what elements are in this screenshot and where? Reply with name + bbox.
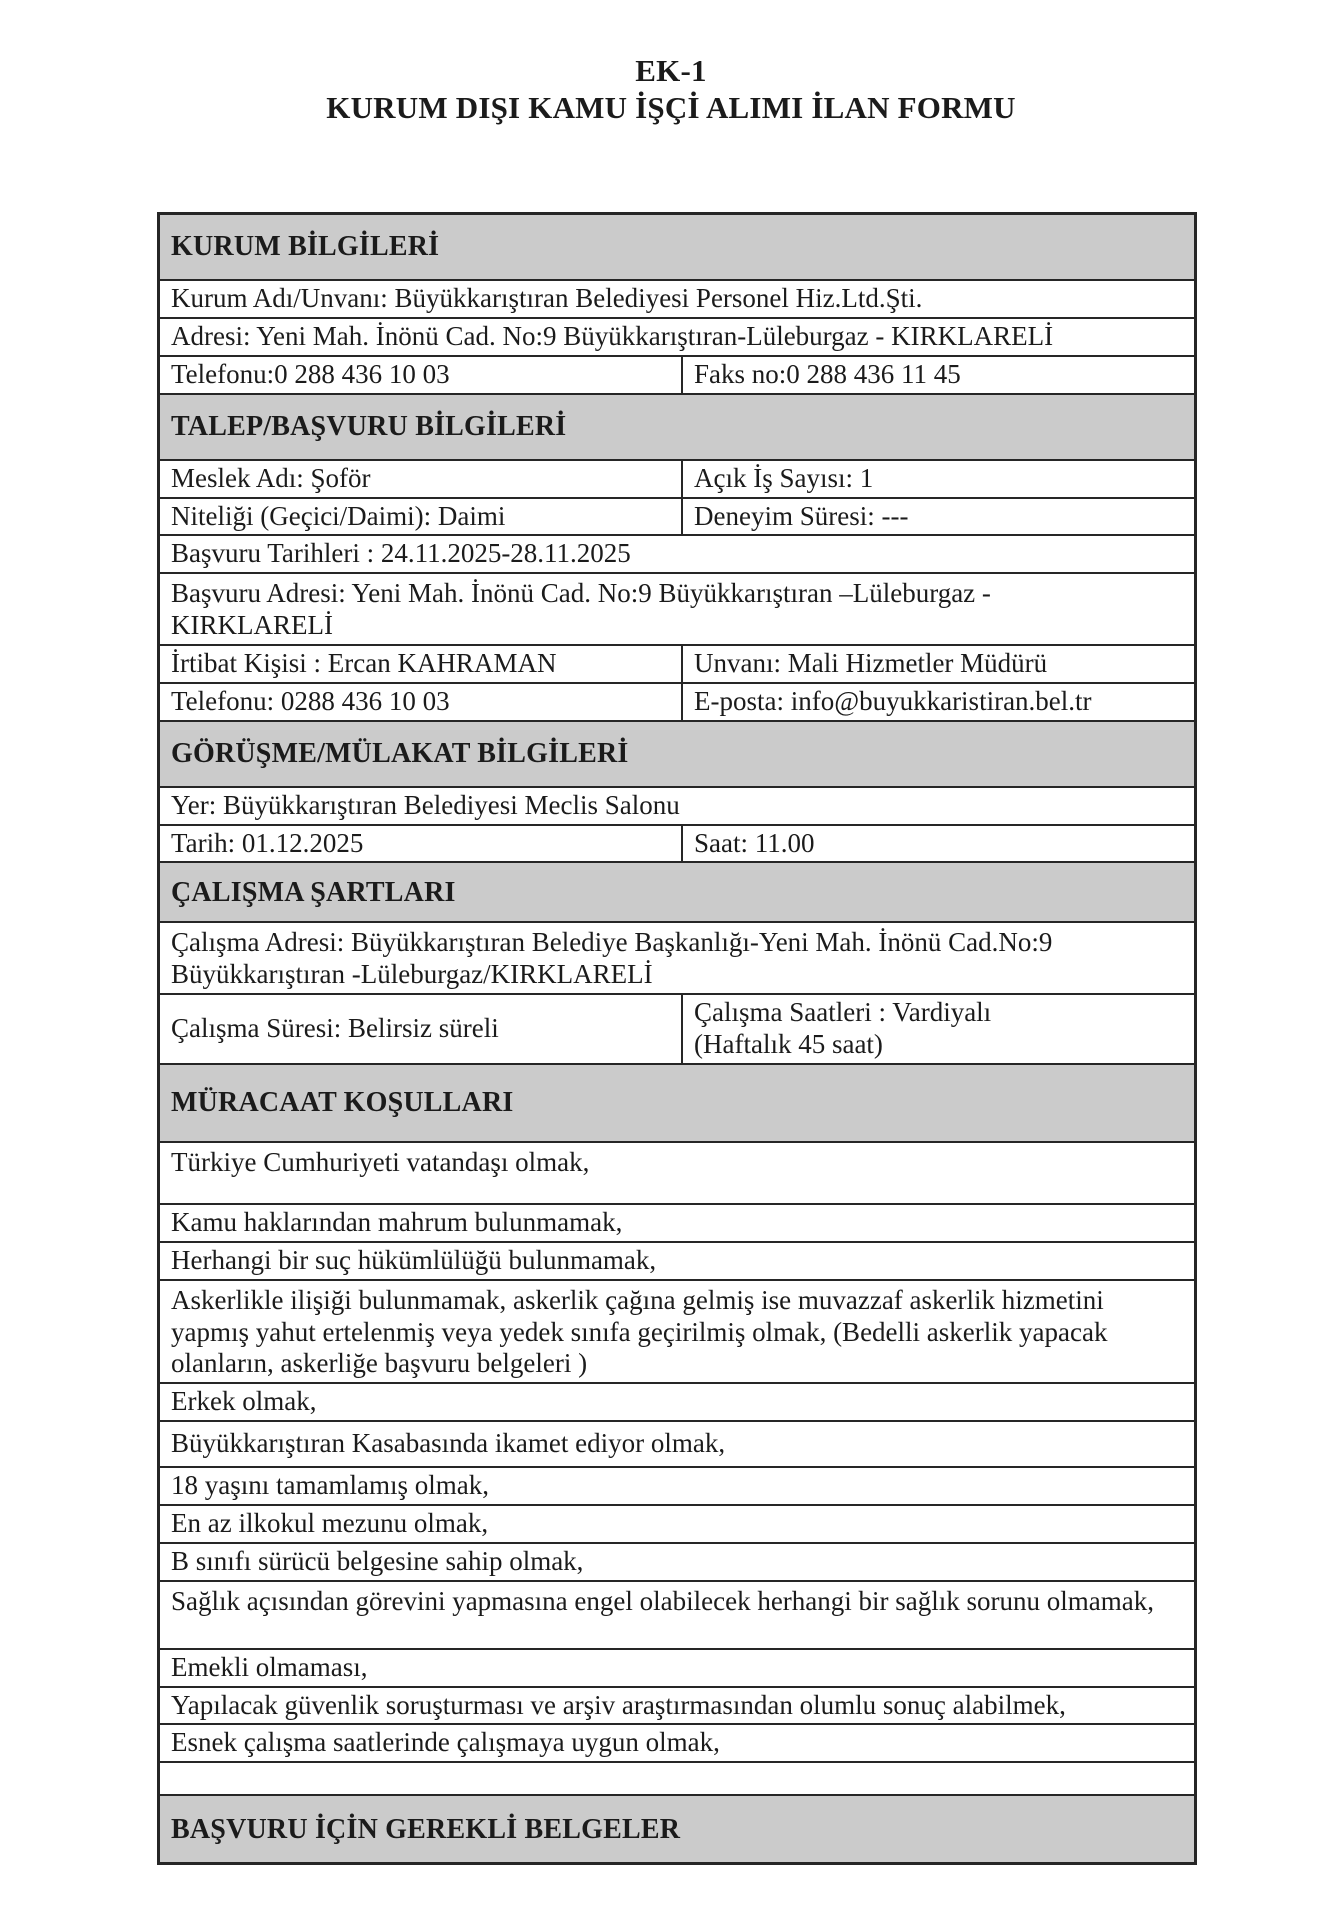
condition-row: [160, 1648, 1194, 1686]
condition-row: [160, 1279, 1194, 1383]
field-basvuru-adresi: [160, 574, 1194, 644]
condition-text: Emekli olmaması,: [171, 1651, 368, 1682]
section-header-calisma-sartlari: [160, 861, 1194, 921]
form-row-basvuru-tarihleri: [160, 534, 1194, 572]
form-row-adresi: [160, 317, 1194, 355]
section-header-basvuru-belgeler: [160, 1794, 1194, 1862]
section-header-label: MÜRACAAT KOŞULLARI: [171, 1087, 514, 1119]
condition-text: Türkiye Cumhuriyeti vatandaşı olmak,: [171, 1146, 590, 1177]
form-row-meslek-adi: [160, 459, 1194, 497]
field-telefonu-2: Telefonu: 0288 436 10 03: [171, 685, 450, 716]
field-basvuru-adresi-line1: Başvuru Adresi: Yeni Mah. İnönü Cad. No:9 Büyükkarıştıran –Lüleburgaz -: [171, 578, 991, 609]
condition-text: Yapılacak güvenlik soruşturması ve arşiv araştırmasından olumlu sonuç alabilmek,: [171, 1689, 1066, 1720]
field-calisma-adresi: [160, 923, 1194, 993]
condition-row: [160, 1686, 1194, 1724]
field-basvuru-tarihleri: Başvuru Tarihleri : 24.11.2025-28.11.2025: [171, 538, 631, 569]
form-row-irtibat: [160, 644, 1194, 682]
condition-row: [160, 1580, 1194, 1648]
condition-text: Esnek çalışma saatlerinde çalışmaya uygun olmak,: [171, 1727, 720, 1758]
field-irtibat-kisisi: İrtibat Kişisi : Ercan KAHRAMAN: [171, 648, 557, 679]
form-row-telefon-eposta: [160, 682, 1194, 720]
document-title-line2: KURUM DIŞI KAMU İŞÇİ ALIMI İLAN FORMU: [326, 90, 1016, 125]
field-unvani: Unvanı: Mali Hizmetler Müdürü: [681, 646, 1194, 682]
form-row-kurum-adi: [160, 279, 1194, 317]
field-telefonu: Telefonu:0 288 436 10 03: [171, 358, 450, 389]
field-eposta: E-posta: info@buyukkaristiran.bel.tr: [681, 684, 1194, 720]
condition-row: [160, 1141, 1194, 1203]
condition-text: Kamu haklarından mahrum bulunmamak,: [171, 1206, 623, 1237]
section-header-talep-basvuru: [160, 393, 1194, 459]
condition-text: Herhangi bir suç hükümlülüğü bulunmamak,: [171, 1244, 657, 1275]
field-adresi: Adresi: Yeni Mah. İnönü Cad. No:9 Büyükkarıştıran-Lüleburgaz - KIRKLARELİ: [171, 320, 1054, 351]
form-row-basvuru-adresi: [160, 572, 1194, 644]
condition-text: 18 yaşını tamamlamış olmak,: [171, 1470, 489, 1501]
condition-text: Büyükkarıştıran Kasabasında ikamet ediyor olmak,: [171, 1428, 726, 1459]
field-acik-is-sayisi: Açık İş Sayısı: 1: [681, 461, 1194, 497]
field-calisma-saatleri-line1: Çalışma Saatleri : Vardiyalı: [694, 997, 992, 1028]
field-yer: Yer: Büyükkarıştıran Belediyesi Meclis Salonu: [171, 789, 680, 820]
condition-text: Sağlık açısından görevini yapmasına engel olabilecek herhangi bir sağlık sorunu olmamak,: [171, 1585, 1154, 1616]
field-niteligi: Niteliği (Geçici/Daimi): Daimi: [171, 500, 506, 531]
form-row-calisma-suresi-saatleri: [160, 993, 1194, 1063]
field-calisma-adresi-line2: Büyükkarıştıran -Lüleburgaz/KIRKLARELİ: [171, 959, 653, 990]
form-row-telefon-faks: [160, 355, 1194, 393]
condition-row: [160, 1241, 1194, 1279]
condition-text: Askerlikle ilişiği bulunmamak, askerlik çağına gelmiş ise muvazzaf askerlik hizmetini yapmış yahut ertelenmiş veya yedek sınıfa geçirilmiş olmak, (Bedelli askerlik yapacak olanların, askerliğe başvuru belgeleri ): [171, 1284, 1108, 1379]
section-header-muracaat-kosullari: [160, 1063, 1194, 1141]
field-calisma-saatleri: [681, 995, 1194, 1063]
condition-text: B sınıfı sürücü belgesine sahip olmak,: [171, 1545, 584, 1576]
field-deneyim-suresi: Deneyim Süresi: ---: [681, 499, 1194, 535]
section-header-label: TALEP/BAŞVURU BİLGİLERİ: [171, 411, 567, 443]
empty-row: [160, 1761, 1194, 1794]
field-meslek-adi: Meslek Adı: Şoför: [171, 462, 371, 493]
field-calisma-saatleri-line2: (Haftalık 45 saat): [694, 1029, 883, 1060]
field-basvuru-adresi-line2: KIRKLARELİ: [171, 610, 333, 641]
condition-row: [160, 1203, 1194, 1241]
form-row-niteligi: [160, 497, 1194, 535]
empty-cell: [160, 1777, 1194, 1781]
condition-row: [160, 1466, 1194, 1504]
condition-row: [160, 1542, 1194, 1580]
document-title-line1: EK-1: [635, 53, 707, 88]
field-kurum-adi: Kurum Adı/Unvanı: Büyükkarıştıran Belediyesi Personel Hiz.Ltd.Şti.: [171, 283, 923, 313]
section-header-label: GÖRÜŞME/MÜLAKAT BİLGİLERİ: [171, 738, 629, 770]
section-header-kurum-bilgileri: [160, 215, 1194, 279]
document-title: [0, 52, 1342, 126]
field-calisma-suresi: Çalışma Süresi: Belirsiz süreli: [171, 1013, 499, 1044]
form-row-calisma-adresi: [160, 921, 1194, 993]
section-header-label: KURUM BİLGİLERİ: [171, 231, 440, 263]
condition-text: En az ilkokul mezunu olmak,: [171, 1508, 489, 1539]
section-header-label: BAŞVURU İÇİN GEREKLİ BELGELER: [171, 1813, 681, 1845]
section-header-label: ÇALIŞMA ŞARTLARI: [171, 876, 456, 908]
form-row-tarih-saat: [160, 824, 1194, 862]
field-saat: Saat: 11.00: [681, 826, 1194, 862]
form-row-yer: [160, 786, 1194, 824]
condition-row: [160, 1504, 1194, 1542]
condition-row: [160, 1420, 1194, 1466]
condition-row: [160, 1382, 1194, 1420]
field-faks-no: Faks no:0 288 436 11 45: [681, 357, 1194, 393]
condition-text: Erkek olmak,: [171, 1386, 317, 1417]
section-header-gorusme-mulakat: [160, 720, 1194, 786]
announcement-form-table: [157, 212, 1197, 1865]
condition-row: [160, 1723, 1194, 1761]
field-tarih: Tarih: 01.12.2025: [171, 827, 364, 858]
field-calisma-adresi-line1: Çalışma Adresi: Büyükkarıştıran Belediye Başkanlığı-Yeni Mah. İnönü Cad.No:9: [171, 927, 1053, 958]
